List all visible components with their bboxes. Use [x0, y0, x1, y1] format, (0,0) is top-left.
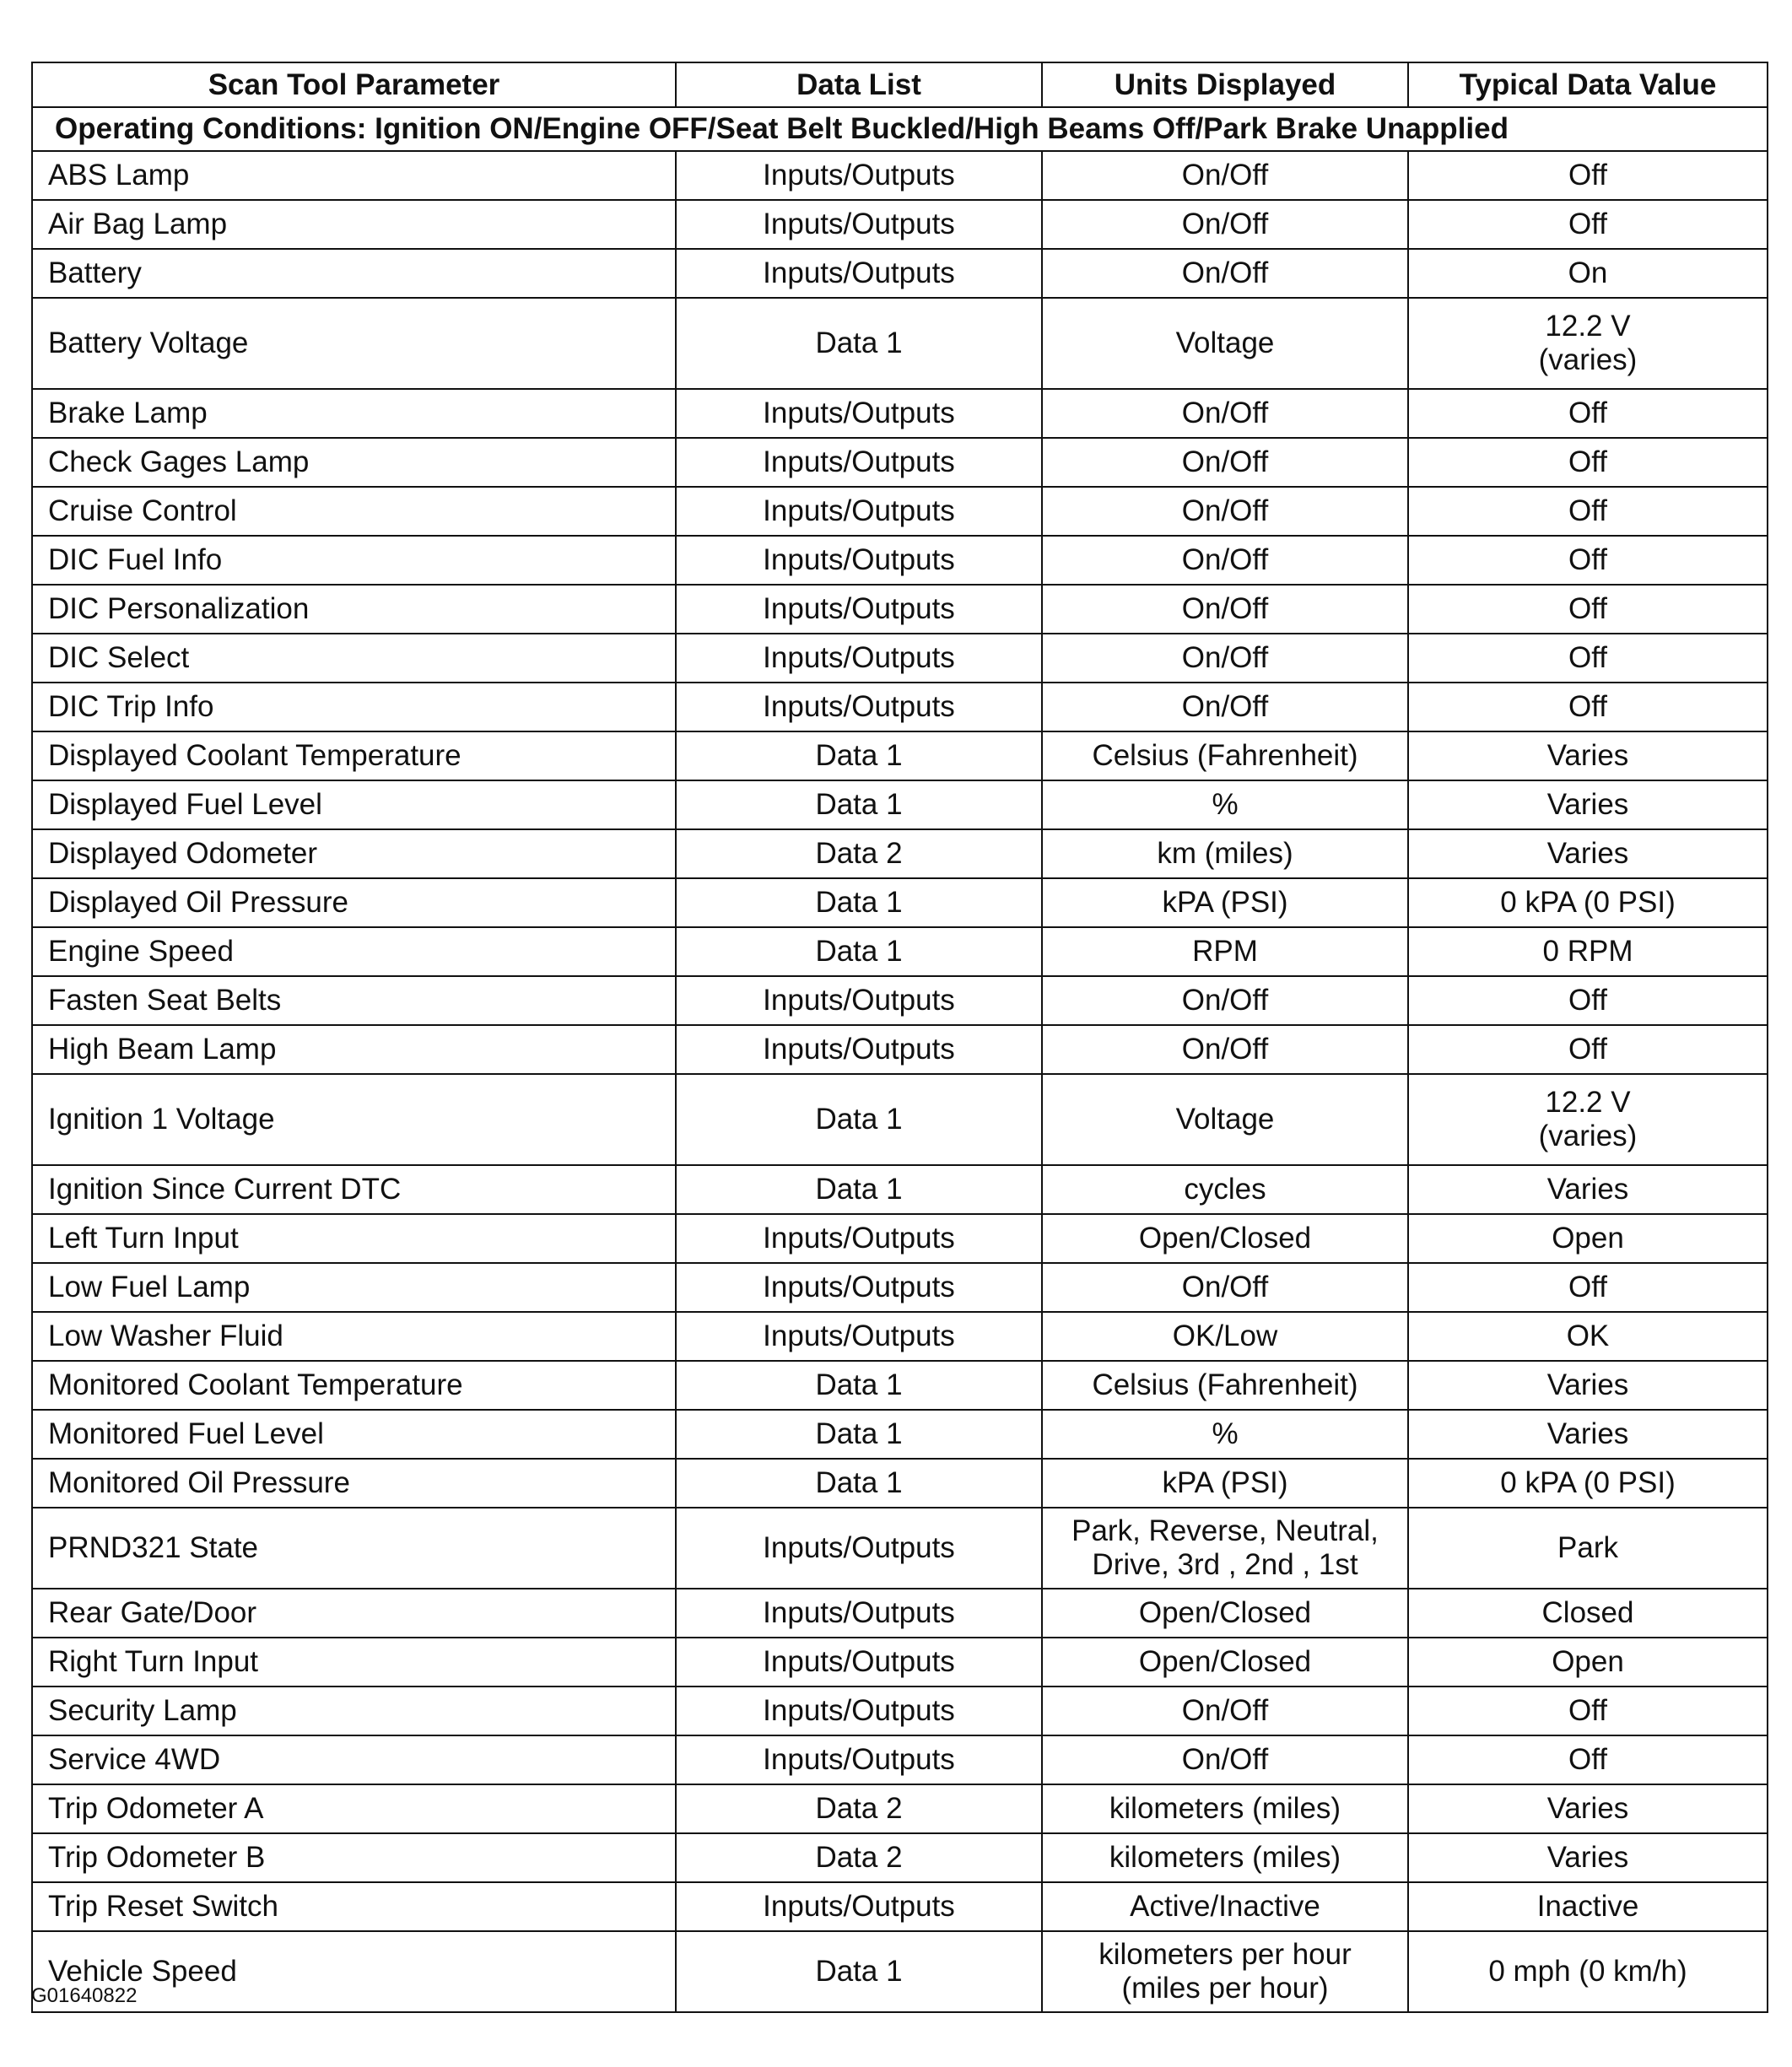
parameter-cell: Ignition Since Current DTC — [32, 1165, 676, 1214]
operating-conditions-row — [32, 107, 1768, 151]
value-line: Open — [1552, 1222, 1624, 1255]
units-line: Voltage — [1175, 327, 1275, 359]
units-line: kilometers per hour — [1098, 1938, 1352, 1971]
parameter-cell: Trip Reset Switch — [32, 1882, 676, 1931]
value-line: Off — [1568, 445, 1608, 478]
data-list-cell: Inputs/Outputs — [676, 536, 1042, 585]
header-data-list: Data List — [676, 62, 1042, 107]
value-cell — [1408, 487, 1768, 536]
table-row — [32, 536, 1768, 585]
value-cell — [1408, 1312, 1768, 1361]
units-cell — [1042, 976, 1408, 1025]
parameter-cell: Fasten Seat Belts — [32, 976, 676, 1025]
value-line: Varies — [1546, 1792, 1629, 1825]
value-line: Varies — [1546, 1417, 1629, 1450]
value-line: Off — [1568, 543, 1608, 576]
parameter-cell: Ignition 1 Voltage — [32, 1074, 676, 1165]
data-list-cell: Inputs/Outputs — [676, 249, 1042, 298]
parameter-cell: Displayed Fuel Level — [32, 780, 676, 829]
value-cell — [1408, 1882, 1768, 1931]
value-line: Off — [1568, 984, 1608, 1017]
value-line: Off — [1568, 592, 1608, 625]
data-list-cell: Inputs/Outputs — [676, 151, 1042, 200]
parameter-cell: Engine Speed — [32, 927, 676, 976]
units-line: % — [1212, 788, 1239, 821]
units-line: kilometers (miles) — [1109, 1792, 1341, 1825]
parameter-cell: DIC Trip Info — [32, 683, 676, 731]
units-cell — [1042, 683, 1408, 731]
data-list-cell: Data 1 — [676, 1410, 1042, 1459]
units-line: Open/Closed — [1138, 1222, 1312, 1255]
units-cell — [1042, 1459, 1408, 1508]
value-line: Off — [1568, 1033, 1608, 1066]
table-row — [32, 200, 1768, 249]
value-line: 12.2 V — [1545, 310, 1631, 343]
value-cell — [1408, 1833, 1768, 1882]
value-line: Off — [1568, 1743, 1608, 1776]
units-line: On/Off — [1181, 1694, 1269, 1727]
table-row — [32, 829, 1768, 878]
value-cell — [1408, 634, 1768, 683]
parameter-cell: DIC Personalization — [32, 585, 676, 634]
value-cell — [1408, 1214, 1768, 1263]
data-list-cell: Inputs/Outputs — [676, 1312, 1042, 1361]
header-units-displayed: Units Displayed — [1042, 62, 1408, 107]
table-row — [32, 298, 1768, 389]
units-cell — [1042, 151, 1408, 200]
units-cell — [1042, 1410, 1408, 1459]
value-line: 0 mph (0 km/h) — [1488, 1955, 1687, 1988]
data-list-cell: Data 1 — [676, 1074, 1042, 1165]
data-list-cell: Inputs/Outputs — [676, 1882, 1042, 1931]
value-cell — [1408, 200, 1768, 249]
parameter-cell: Rear Gate/Door — [32, 1589, 676, 1638]
table-row — [32, 151, 1768, 200]
table-row — [32, 1214, 1768, 1263]
table-row — [32, 1589, 1768, 1638]
table-row — [32, 1833, 1768, 1882]
units-cell — [1042, 200, 1408, 249]
value-cell — [1408, 298, 1768, 389]
table-row — [32, 487, 1768, 536]
units-line: OK/Low — [1172, 1320, 1278, 1352]
table-row — [32, 585, 1768, 634]
value-cell — [1408, 1263, 1768, 1312]
table-row — [32, 878, 1768, 927]
data-list-cell: Data 1 — [676, 1931, 1042, 2012]
table-row — [32, 927, 1768, 976]
parameter-cell: Check Gages Lamp — [32, 438, 676, 487]
table-row — [32, 1931, 1768, 2012]
units-cell — [1042, 1074, 1408, 1165]
parameter-cell: High Beam Lamp — [32, 1025, 676, 1074]
table-row — [32, 249, 1768, 298]
data-list-cell: Inputs/Outputs — [676, 1025, 1042, 1074]
units-line: On/Off — [1181, 397, 1269, 429]
value-cell — [1408, 1025, 1768, 1074]
units-cell — [1042, 438, 1408, 487]
units-cell — [1042, 1882, 1408, 1931]
units-line: On/Off — [1181, 1743, 1269, 1776]
value-cell — [1408, 1638, 1768, 1687]
value-line: On — [1568, 256, 1608, 289]
data-list-cell: Inputs/Outputs — [676, 1638, 1042, 1687]
value-line: Off — [1568, 641, 1608, 674]
value-line: Off — [1568, 494, 1608, 527]
units-line: RPM — [1192, 935, 1258, 968]
table-row — [32, 683, 1768, 731]
value-line: Park — [1557, 1531, 1618, 1564]
units-line: cycles — [1184, 1173, 1266, 1206]
value-line: Off — [1568, 1271, 1608, 1303]
units-cell — [1042, 1589, 1408, 1638]
units-cell — [1042, 1638, 1408, 1687]
units-line: Open/Closed — [1138, 1596, 1312, 1629]
data-list-cell: Inputs/Outputs — [676, 1263, 1042, 1312]
units-line: Active/Inactive — [1130, 1890, 1320, 1923]
value-line: Varies — [1546, 837, 1629, 870]
table-row — [32, 731, 1768, 780]
data-list-cell: Data 2 — [676, 1784, 1042, 1833]
value-line: Off — [1568, 397, 1608, 429]
parameter-cell: Brake Lamp — [32, 389, 676, 438]
header-scan-tool-parameter: Scan Tool Parameter — [32, 62, 676, 107]
units-line: Celsius (Fahrenheit) — [1092, 1368, 1358, 1401]
table-row — [32, 1459, 1768, 1508]
data-list-cell: Inputs/Outputs — [676, 200, 1042, 249]
units-cell — [1042, 829, 1408, 878]
table-row — [32, 1165, 1768, 1214]
table-row — [32, 1074, 1768, 1165]
table-row — [32, 1687, 1768, 1735]
units-cell — [1042, 389, 1408, 438]
table-row — [32, 1784, 1768, 1833]
data-list-cell: Inputs/Outputs — [676, 1687, 1042, 1735]
units-line: On/Off — [1181, 208, 1269, 240]
value-cell — [1408, 1931, 1768, 2012]
table-row — [32, 1263, 1768, 1312]
units-cell — [1042, 927, 1408, 976]
data-list-cell: Data 1 — [676, 1361, 1042, 1410]
value-cell — [1408, 1459, 1768, 1508]
value-line: 12.2 V — [1545, 1086, 1631, 1119]
parameter-cell: Displayed Odometer — [32, 829, 676, 878]
value-cell — [1408, 1165, 1768, 1214]
parameter-cell: Trip Odometer B — [32, 1833, 676, 1882]
units-cell — [1042, 1784, 1408, 1833]
units-cell — [1042, 1165, 1408, 1214]
data-list-cell: Data 1 — [676, 298, 1042, 389]
value-cell — [1408, 151, 1768, 200]
value-cell — [1408, 1410, 1768, 1459]
units-line: On/Off — [1181, 984, 1269, 1017]
units-line: Voltage — [1175, 1103, 1275, 1136]
table-row — [32, 634, 1768, 683]
parameter-cell: PRND321 State — [32, 1508, 676, 1589]
data-list-cell: Inputs/Outputs — [676, 389, 1042, 438]
table-row — [32, 976, 1768, 1025]
units-line: On/Off — [1181, 543, 1269, 576]
value-cell — [1408, 731, 1768, 780]
table-row — [32, 1508, 1768, 1589]
units-cell — [1042, 780, 1408, 829]
value-line: (varies) — [1538, 343, 1638, 376]
units-cell — [1042, 1025, 1408, 1074]
data-list-cell: Data 1 — [676, 1165, 1042, 1214]
value-line: Varies — [1546, 739, 1629, 772]
parameter-cell: Low Washer Fluid — [32, 1312, 676, 1361]
value-line: 0 RPM — [1542, 935, 1633, 968]
table-row — [32, 1410, 1768, 1459]
units-line: kilometers (miles) — [1109, 1841, 1341, 1874]
units-cell — [1042, 487, 1408, 536]
units-line: % — [1212, 1417, 1239, 1450]
parameter-cell: Cruise Control — [32, 487, 676, 536]
value-cell — [1408, 1361, 1768, 1410]
data-list-cell: Data 1 — [676, 927, 1042, 976]
units-cell — [1042, 1687, 1408, 1735]
value-cell — [1408, 1735, 1768, 1784]
value-cell — [1408, 878, 1768, 927]
units-line: (miles per hour) — [1121, 1972, 1329, 2005]
parameter-cell: DIC Fuel Info — [32, 536, 676, 585]
value-cell — [1408, 683, 1768, 731]
value-line: Inactive — [1536, 1890, 1639, 1923]
value-cell — [1408, 438, 1768, 487]
table-row — [32, 1735, 1768, 1784]
value-cell — [1408, 536, 1768, 585]
value-cell — [1408, 829, 1768, 878]
units-cell — [1042, 878, 1408, 927]
units-cell — [1042, 1214, 1408, 1263]
units-cell — [1042, 731, 1408, 780]
units-cell — [1042, 634, 1408, 683]
units-cell — [1042, 536, 1408, 585]
units-cell — [1042, 1263, 1408, 1312]
units-line: Park, Reverse, Neutral, — [1071, 1514, 1379, 1547]
units-line: On/Off — [1181, 494, 1269, 527]
data-list-cell: Data 2 — [676, 1833, 1042, 1882]
value-line: 0 kPA (0 PSI) — [1500, 886, 1676, 919]
units-line: On/Off — [1181, 256, 1269, 289]
value-cell — [1408, 1508, 1768, 1589]
units-line: On/Off — [1181, 690, 1269, 723]
units-line: Celsius (Fahrenheit) — [1092, 739, 1358, 772]
units-cell — [1042, 1833, 1408, 1882]
header-typical-data-value: Typical Data Value — [1408, 62, 1768, 107]
value-line: Varies — [1546, 1841, 1629, 1874]
parameter-cell: Air Bag Lamp — [32, 200, 676, 249]
scan-tool-data-table — [31, 62, 1768, 2013]
value-cell — [1408, 1687, 1768, 1735]
data-list-cell: Inputs/Outputs — [676, 1735, 1042, 1784]
value-line: (varies) — [1538, 1120, 1638, 1152]
data-list-cell: Inputs/Outputs — [676, 976, 1042, 1025]
parameter-cell: Security Lamp — [32, 1687, 676, 1735]
value-line: Off — [1568, 159, 1608, 192]
value-line: Varies — [1546, 788, 1629, 821]
parameter-cell: Low Fuel Lamp — [32, 1263, 676, 1312]
parameter-cell: Monitored Oil Pressure — [32, 1459, 676, 1508]
value-line: Closed — [1541, 1596, 1634, 1629]
table-row — [32, 1312, 1768, 1361]
parameter-cell: Vehicle Speed — [32, 1931, 676, 2012]
parameter-cell: Trip Odometer A — [32, 1784, 676, 1833]
data-list-cell: Inputs/Outputs — [676, 1589, 1042, 1638]
value-line: Off — [1568, 208, 1608, 240]
value-cell — [1408, 780, 1768, 829]
parameter-cell: Monitored Coolant Temperature — [32, 1361, 676, 1410]
units-line: Drive, 3rd , 2nd , 1st — [1092, 1548, 1358, 1581]
units-cell — [1042, 298, 1408, 389]
data-list-cell: Data 1 — [676, 878, 1042, 927]
table-row — [32, 438, 1768, 487]
units-line: On/Off — [1181, 1271, 1269, 1303]
units-cell — [1042, 1508, 1408, 1589]
parameter-cell: DIC Select — [32, 634, 676, 683]
units-cell — [1042, 249, 1408, 298]
parameter-cell: ABS Lamp — [32, 151, 676, 200]
units-line: On/Off — [1181, 592, 1269, 625]
value-line: 0 kPA (0 PSI) — [1500, 1466, 1676, 1499]
units-line: km (miles) — [1157, 837, 1293, 870]
parameter-cell: Service 4WD — [32, 1735, 676, 1784]
value-cell — [1408, 389, 1768, 438]
units-line: kPA (PSI) — [1162, 886, 1288, 919]
table-row — [32, 1025, 1768, 1074]
data-list-cell: Data 1 — [676, 731, 1042, 780]
data-list-cell: Data 2 — [676, 829, 1042, 878]
data-list-cell: Inputs/Outputs — [676, 634, 1042, 683]
value-line: Varies — [1546, 1173, 1629, 1206]
value-cell — [1408, 585, 1768, 634]
data-list-cell: Inputs/Outputs — [676, 683, 1042, 731]
units-line: On/Off — [1181, 159, 1269, 192]
table-row — [32, 1882, 1768, 1931]
data-list-cell: Inputs/Outputs — [676, 585, 1042, 634]
parameter-cell: Displayed Coolant Temperature — [32, 731, 676, 780]
value-line: Off — [1568, 1694, 1608, 1727]
value-line: Open — [1552, 1645, 1624, 1678]
units-line: Open/Closed — [1138, 1645, 1312, 1678]
units-line: On/Off — [1181, 1033, 1269, 1066]
data-list-cell: Data 1 — [676, 1459, 1042, 1508]
figure-code: G01640822 — [31, 1984, 138, 2007]
parameter-cell: Displayed Oil Pressure — [32, 878, 676, 927]
units-line: kPA (PSI) — [1162, 1466, 1288, 1499]
value-line: OK — [1566, 1320, 1610, 1352]
units-cell — [1042, 1361, 1408, 1410]
value-cell — [1408, 1784, 1768, 1833]
value-cell — [1408, 927, 1768, 976]
data-list-cell: Inputs/Outputs — [676, 1508, 1042, 1589]
value-line: Varies — [1546, 1368, 1629, 1401]
table-row — [32, 1638, 1768, 1687]
data-list-cell: Data 1 — [676, 780, 1042, 829]
value-cell — [1408, 1589, 1768, 1638]
parameter-cell: Battery Voltage — [32, 298, 676, 389]
data-list-cell: Inputs/Outputs — [676, 1214, 1042, 1263]
units-line: On/Off — [1181, 445, 1269, 478]
parameter-cell: Right Turn Input — [32, 1638, 676, 1687]
parameter-cell: Monitored Fuel Level — [32, 1410, 676, 1459]
value-cell — [1408, 976, 1768, 1025]
parameter-cell: Left Turn Input — [32, 1214, 676, 1263]
units-line: On/Off — [1181, 641, 1269, 674]
table-row — [32, 1361, 1768, 1410]
value-cell — [1408, 249, 1768, 298]
header-row — [32, 62, 1768, 107]
units-cell — [1042, 1931, 1408, 2012]
operating-conditions: Operating Conditions: Ignition ON/Engine OFF/Seat Belt Buckled/High Beams Off/Park Brake Unapplied — [32, 107, 1768, 151]
table-row — [32, 780, 1768, 829]
units-cell — [1042, 1735, 1408, 1784]
data-list-cell: Inputs/Outputs — [676, 438, 1042, 487]
parameter-cell: Battery — [32, 249, 676, 298]
units-cell — [1042, 1312, 1408, 1361]
value-line: Off — [1568, 690, 1608, 723]
value-cell — [1408, 1074, 1768, 1165]
units-cell — [1042, 585, 1408, 634]
table-row — [32, 389, 1768, 438]
data-list-cell: Inputs/Outputs — [676, 487, 1042, 536]
